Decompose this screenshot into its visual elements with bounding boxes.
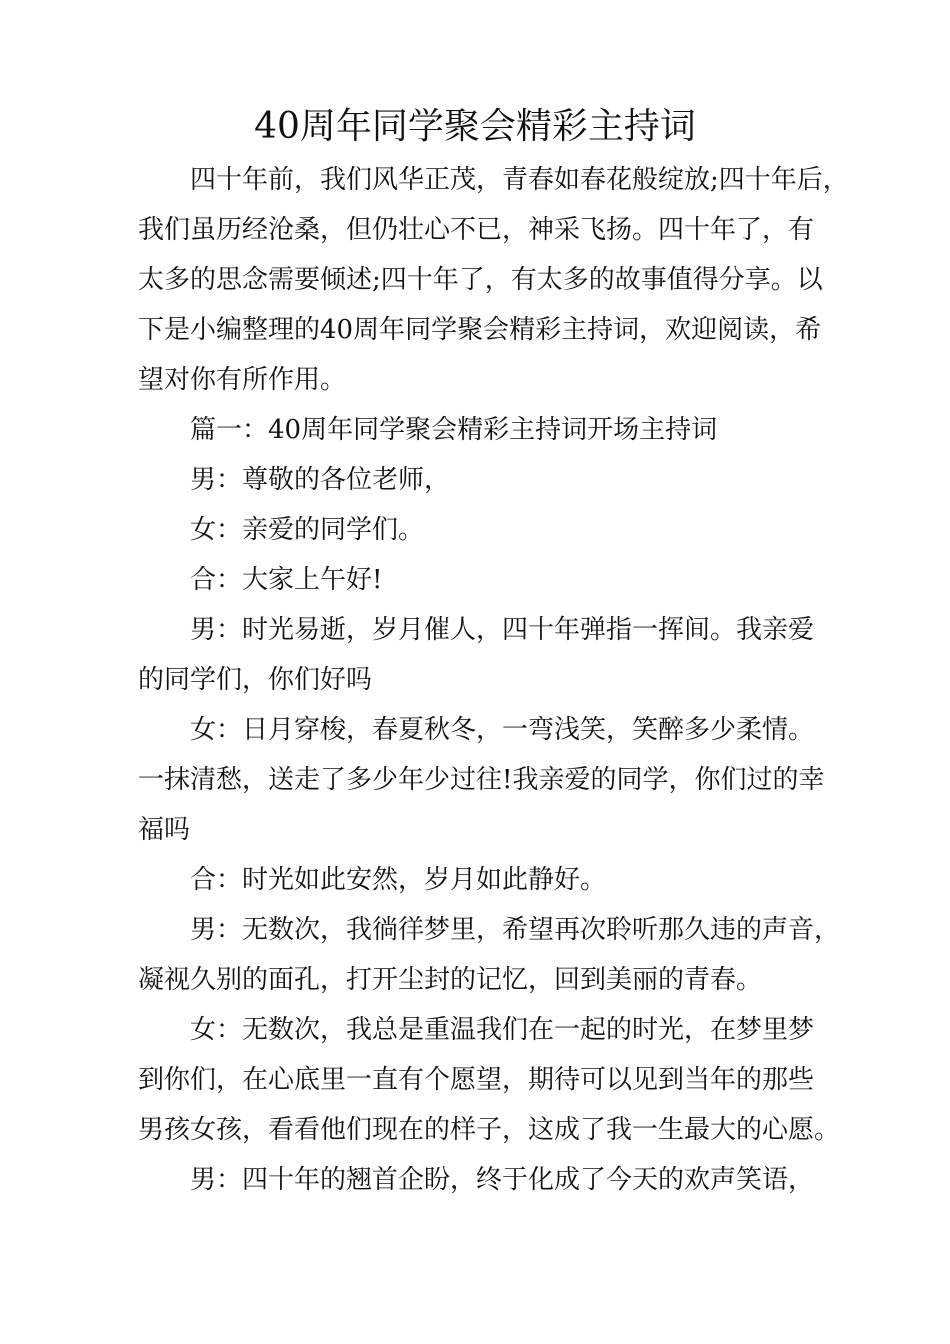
text-line: 男：四十年的翘首企盼，终于化成了今天的欢声笑语， xyxy=(190,1165,815,1195)
text-line: 的同学们，你们好吗 xyxy=(138,665,373,695)
text-line: 女：无数次，我总是重温我们在一起的时光，在梦里梦 xyxy=(190,1015,815,1045)
text-line: 女：亲爱的同学们。 xyxy=(190,515,425,545)
text-line: 下是小编整理的40周年同学聚会精彩主持词，欢迎阅读，希 xyxy=(138,315,822,345)
document-title: 40周年同学聚会精彩主持词 xyxy=(254,106,696,147)
text-line: 合：时光如此安然，岁月如此静好。 xyxy=(190,865,607,895)
text-line: 太多的思念需要倾述;四十年了，有太多的故事值得分享。以 xyxy=(138,265,823,295)
text-line: 男：无数次，我徜徉梦里，希望再次聆听那久违的声音， xyxy=(190,915,841,945)
text-line: 合：大家上午好! xyxy=(190,565,383,595)
text-line: 一抹清愁，送走了多少年少过往!我亲爱的同学，你们过的幸 xyxy=(138,765,825,795)
text-line: 男孩女孩，看看他们现在的样子，这成了我一生最大的心愿。 xyxy=(138,1115,841,1145)
text-line: 我们虽历经沧桑，但仍壮心不已，神采飞扬。四十年了，有 xyxy=(138,215,815,245)
text-line: 女：日月穿梭，春夏秋冬，一弯浅笑，笑醉多少柔情。 xyxy=(190,715,815,745)
text-line: 望对你有所作用。 xyxy=(138,365,347,395)
text-line: 四十年前，我们风华正茂，青春如春花般绽放;四十年后， xyxy=(190,165,849,195)
text-line: 福吗 xyxy=(138,815,191,845)
text-line: 凝视久别的面孔，打开尘封的记忆，回到美丽的青春。 xyxy=(138,965,763,995)
section-heading: 篇一：40周年同学聚会精彩主持词开场主持词 xyxy=(190,415,718,445)
text-line: 到你们，在心底里一直有个愿望，期待可以见到当年的那些 xyxy=(138,1065,815,1095)
text-line: 男：时光易逝，岁月催人，四十年弹指一挥间。我亲爱 xyxy=(190,615,815,645)
text-line: 男：尊敬的各位老师， xyxy=(190,465,451,495)
